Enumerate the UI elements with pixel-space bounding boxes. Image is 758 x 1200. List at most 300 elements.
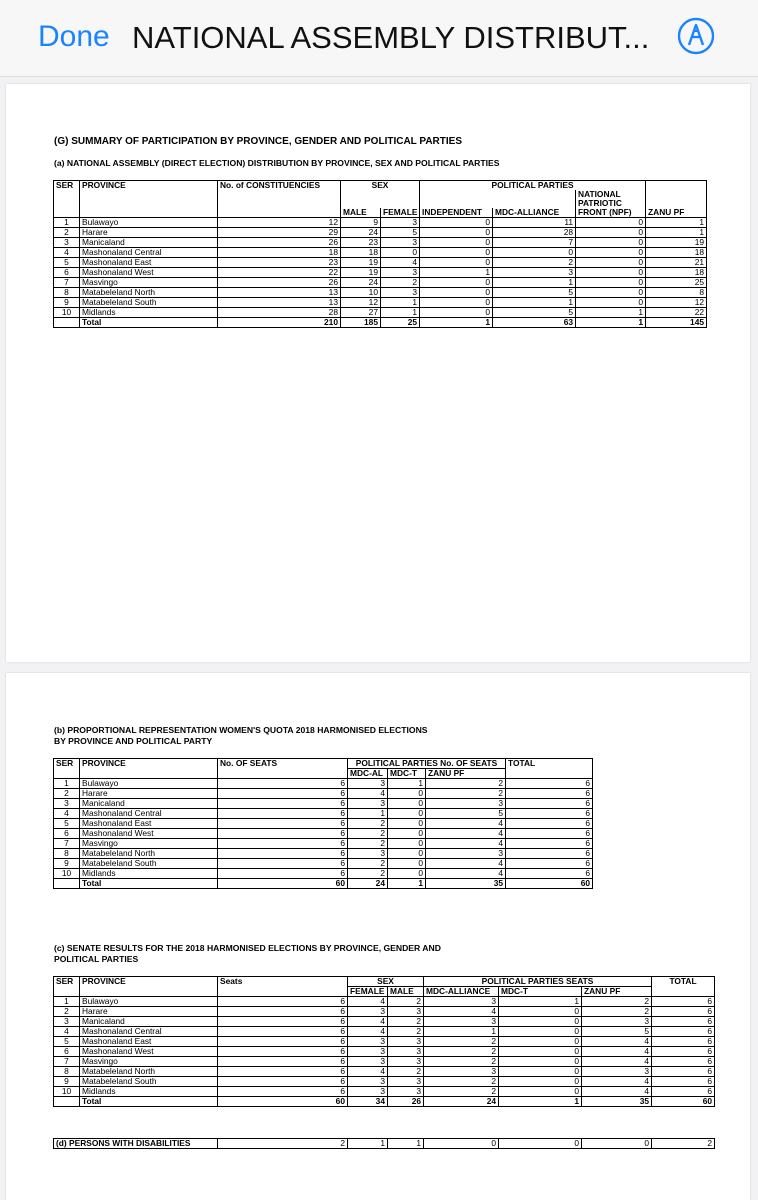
column-header: PROVINCE xyxy=(80,181,218,191)
column-header: NATIONAL xyxy=(576,190,646,199)
table-cell: 6 xyxy=(506,839,593,849)
table-cell: 3 xyxy=(388,1007,424,1017)
table-row xyxy=(54,819,593,829)
table-row xyxy=(54,288,707,298)
column-header: MDC-ALLIANCE xyxy=(493,208,576,218)
table-cell: 0 xyxy=(388,869,426,879)
table-cell: 6 xyxy=(218,859,348,869)
table-cell: 2 xyxy=(424,1087,499,1097)
table-cell: Bulawayo xyxy=(80,997,218,1007)
table-cell: 3 xyxy=(388,1087,424,1097)
column-header: PROVINCE xyxy=(80,977,218,987)
table-cell: 63 xyxy=(493,318,576,328)
table-cell: 18 xyxy=(341,248,381,258)
table-cell: Masvingo xyxy=(80,278,218,288)
table-row xyxy=(54,308,707,318)
table-cell: 0 xyxy=(576,288,646,298)
table-cell: 3 xyxy=(54,799,80,809)
table-cell: 2 xyxy=(348,859,388,869)
table-cell: 4 xyxy=(582,1077,652,1087)
table-cell: Total xyxy=(80,879,218,889)
table-cell: 60 xyxy=(218,1097,348,1107)
table-cell: 0 xyxy=(576,258,646,268)
disabilities-table xyxy=(53,1138,715,1149)
table-cell: 2 xyxy=(388,1017,424,1027)
table-cell: 0 xyxy=(420,308,493,318)
table-cell: 1 xyxy=(493,298,576,308)
table-row xyxy=(54,1017,715,1027)
table-row xyxy=(54,1087,715,1097)
table-cell: 2 xyxy=(493,258,576,268)
national-assembly-table xyxy=(53,180,707,328)
table-cell: 7 xyxy=(493,238,576,248)
table-cell: 6 xyxy=(506,799,593,809)
column-header: POLITICAL PARTIES xyxy=(420,181,646,191)
table-cell: 18 xyxy=(646,248,707,258)
table-cell: 1 xyxy=(646,218,707,228)
table-cell: 3 xyxy=(426,849,506,859)
table-cell: 6 xyxy=(218,1077,348,1087)
table-cell: 1 xyxy=(388,779,426,789)
column-header: INDEPENDENT xyxy=(420,208,493,218)
table-cell: 2 xyxy=(424,1047,499,1057)
table-cell: 1 xyxy=(420,268,493,278)
table-cell: 0 xyxy=(388,799,426,809)
column-header: TOTAL xyxy=(652,977,715,987)
table-cell: 9 xyxy=(341,218,381,228)
table-cell: 4 xyxy=(582,1087,652,1097)
table-row xyxy=(54,268,707,278)
table-row xyxy=(54,799,593,809)
table-cell: 0 xyxy=(576,228,646,238)
table-row xyxy=(54,997,715,1007)
table-cell: 6 xyxy=(218,1087,348,1097)
table-cell: 6 xyxy=(218,779,348,789)
table-cell: 2 xyxy=(348,839,388,849)
table-cell: Harare xyxy=(80,789,218,799)
table-cell: 6 xyxy=(506,869,593,879)
table-cell: 9 xyxy=(54,298,80,308)
table-cell: 1 xyxy=(424,1027,499,1037)
table-cell: 2 xyxy=(424,1077,499,1087)
table-cell: 1 xyxy=(348,809,388,819)
table-cell: 3 xyxy=(424,1017,499,1027)
column-header: POLITICAL PARTIES No. OF SEATS xyxy=(348,759,506,769)
section-c-heading: (c) SENATE RESULTS FOR THE 2018 HARMONISED ELECTIONS BY PROVINCE, GENDER AND xyxy=(54,943,441,953)
table-cell: 0 xyxy=(424,1139,499,1149)
table-cell: 6 xyxy=(218,1047,348,1057)
table-cell: 3 xyxy=(424,997,499,1007)
table-row xyxy=(54,789,593,799)
table-cell: 13 xyxy=(218,288,341,298)
table-cell: 7 xyxy=(54,1057,80,1067)
table-row xyxy=(54,809,593,819)
table-cell: 3 xyxy=(582,1017,652,1027)
table-cell: 1 xyxy=(54,218,80,228)
table-cell: Matabeleland South xyxy=(80,859,218,869)
table-cell: 11 xyxy=(493,218,576,228)
table-cell: 7 xyxy=(54,278,80,288)
table-body xyxy=(54,997,715,1097)
table-cell: 1 xyxy=(388,1139,424,1149)
table-cell: 0 xyxy=(420,238,493,248)
table-cell: 12 xyxy=(341,298,381,308)
table-row xyxy=(54,1037,715,1047)
table-cell: 3 xyxy=(348,1047,388,1057)
table-cell: 0 xyxy=(420,298,493,308)
table-cell: 0 xyxy=(420,218,493,228)
table-cell: 6 xyxy=(652,1057,715,1067)
table-cell: 0 xyxy=(576,268,646,278)
table-cell: 0 xyxy=(499,1077,582,1087)
table-cell: 3 xyxy=(388,1047,424,1057)
table-cell: 2 xyxy=(582,1007,652,1017)
table-cell: 4 xyxy=(426,819,506,829)
column-header: No. of CONSTITUENCIES xyxy=(218,181,341,191)
markup-pen-icon[interactable] xyxy=(676,16,716,56)
table-cell: 145 xyxy=(646,318,707,328)
table-cell: 1 xyxy=(54,779,80,789)
table-row xyxy=(54,859,593,869)
table-row xyxy=(54,1057,715,1067)
column-header: No. OF SEATS xyxy=(218,759,348,769)
column-header: SEX xyxy=(348,977,424,987)
table-cell: 24 xyxy=(341,228,381,238)
table-cell: 2 xyxy=(348,819,388,829)
table-cell: Matabeleland North xyxy=(80,849,218,859)
table-cell: 6 xyxy=(218,1067,348,1077)
table-cell: 4 xyxy=(348,997,388,1007)
table-cell: 22 xyxy=(218,268,341,278)
table-cell: 0 xyxy=(388,789,426,799)
table-cell: Mashonaland West xyxy=(80,829,218,839)
table-cell: 6 xyxy=(218,809,348,819)
table-cell: 25 xyxy=(381,318,420,328)
table-total-row xyxy=(54,318,707,328)
table-row xyxy=(54,228,707,238)
section-b-heading-line2: BY PROVINCE AND POLITICAL PARTY xyxy=(54,736,213,746)
table-cell: 3 xyxy=(381,288,420,298)
table-cell: 0 xyxy=(499,1139,582,1149)
table-cell: 10 xyxy=(54,308,80,318)
table-cell: 1 xyxy=(646,228,707,238)
table-cell: 6 xyxy=(218,829,348,839)
table-row xyxy=(54,1077,715,1087)
table-cell: 5 xyxy=(493,308,576,318)
table-cell: 0 xyxy=(576,238,646,248)
table-cell: 5 xyxy=(54,819,80,829)
top-navigation-bar xyxy=(0,0,758,77)
table-cell: Harare xyxy=(80,1007,218,1017)
table-row xyxy=(54,779,593,789)
table-cell: Mashonaland Central xyxy=(80,809,218,819)
table-cell: 8 xyxy=(54,1067,80,1077)
table-cell: Mashonaland Central xyxy=(80,1027,218,1037)
table-cell: 0 xyxy=(499,1087,582,1097)
table-cell: 210 xyxy=(218,318,341,328)
table-cell: 6 xyxy=(218,839,348,849)
table-cell: 0 xyxy=(499,1037,582,1047)
table-cell: 4 xyxy=(582,1047,652,1057)
column-header: FRONT (NPF) xyxy=(576,208,646,218)
table-cell: 4 xyxy=(582,1057,652,1067)
table-body xyxy=(54,218,707,318)
pdf-page-1 xyxy=(6,84,750,662)
table-cell: Masvingo xyxy=(80,1057,218,1067)
table-cell: 12 xyxy=(218,218,341,228)
table-cell: 26 xyxy=(218,278,341,288)
column-header: MDC-T xyxy=(499,987,582,997)
table-header-row xyxy=(54,759,593,769)
table-cell: 60 xyxy=(652,1097,715,1107)
table-cell: 1 xyxy=(54,997,80,1007)
table-cell: 5 xyxy=(493,288,576,298)
document-title: NATIONAL ASSEMBLY DISTRIBUT... xyxy=(132,20,650,55)
section-c-heading-line2: POLITICAL PARTIES xyxy=(54,954,139,964)
table-cell: 0 xyxy=(388,819,426,829)
table-cell: 0 xyxy=(576,248,646,258)
table-cell: 1 xyxy=(388,879,426,889)
table-cell: 1 xyxy=(381,298,420,308)
table-cell: Mashonaland West xyxy=(80,1047,218,1057)
table-cell: 12 xyxy=(646,298,707,308)
table-cell: 3 xyxy=(348,1007,388,1017)
table-cell: 2 xyxy=(348,829,388,839)
table-cell: 24 xyxy=(424,1097,499,1107)
table-cell: 6 xyxy=(506,859,593,869)
table-cell: 6 xyxy=(652,1017,715,1027)
column-header: TOTAL xyxy=(506,759,593,769)
table-cell: 19 xyxy=(646,238,707,248)
table-cell: 2 xyxy=(381,278,420,288)
table-cell: Matabeleland North xyxy=(80,288,218,298)
table-cell: 25 xyxy=(646,278,707,288)
table-cell: 1 xyxy=(576,308,646,318)
pdf-page-2 xyxy=(6,673,750,1200)
table-cell: 2 xyxy=(388,997,424,1007)
table-cell: 6 xyxy=(218,1007,348,1017)
table-cell: 6 xyxy=(652,1027,715,1037)
table-cell: 0 xyxy=(499,1007,582,1017)
table-row xyxy=(54,869,593,879)
table-cell: 3 xyxy=(381,238,420,248)
table-cell: 0 xyxy=(499,1017,582,1027)
table-cell: Midlands xyxy=(80,869,218,879)
table-cell: Mashonaland East xyxy=(80,258,218,268)
table-cell: 5 xyxy=(426,809,506,819)
table-cell: 9 xyxy=(54,1077,80,1087)
table-cell: 9 xyxy=(54,859,80,869)
table-cell: 6 xyxy=(218,1057,348,1067)
table-cell: 6 xyxy=(54,268,80,278)
column-header: ZANU PF xyxy=(646,208,707,218)
table-cell: 0 xyxy=(576,218,646,228)
table-cell: 6 xyxy=(218,799,348,809)
table-cell: 6 xyxy=(218,849,348,859)
table-cell: 10 xyxy=(54,869,80,879)
table-row xyxy=(54,218,707,228)
table-row xyxy=(54,258,707,268)
table-cell: 3 xyxy=(388,1037,424,1047)
table-cell: 21 xyxy=(646,258,707,268)
column-header: MALE xyxy=(388,987,424,997)
table-row xyxy=(54,248,707,258)
column-header: PROVINCE xyxy=(80,759,218,769)
table-cell: 6 xyxy=(218,1027,348,1037)
table-cell: 2 xyxy=(426,779,506,789)
table-cell: 5 xyxy=(381,228,420,238)
table-cell: 4 xyxy=(348,1027,388,1037)
table-cell: 3 xyxy=(348,849,388,859)
table-cell: 0 xyxy=(420,258,493,268)
column-header: ZANU PF xyxy=(582,987,652,997)
table-cell: 2 xyxy=(348,869,388,879)
table-cell: 3 xyxy=(426,799,506,809)
column-header: MDC-T xyxy=(388,769,426,779)
table-cell: 3 xyxy=(348,1077,388,1087)
table-cell: Total xyxy=(80,318,218,328)
table-cell: 2 xyxy=(426,789,506,799)
table-cell: 3 xyxy=(388,1077,424,1087)
table-cell: 6 xyxy=(218,997,348,1007)
table-cell: 4 xyxy=(582,1037,652,1047)
table-cell: 6 xyxy=(218,1017,348,1027)
table-cell: 4 xyxy=(426,829,506,839)
table-cell: 6 xyxy=(652,1067,715,1077)
table-cell: 4 xyxy=(54,1027,80,1037)
table-cell: 10 xyxy=(341,288,381,298)
table-cell: Mashonaland Central xyxy=(80,248,218,258)
table-cell: 6 xyxy=(506,809,593,819)
table-cell: 5 xyxy=(582,1027,652,1037)
table-cell: Manicaland xyxy=(80,1017,218,1027)
table-cell: 23 xyxy=(341,238,381,248)
column-header: PATRIOTIC xyxy=(576,199,646,208)
table-total-row xyxy=(54,1097,715,1107)
table-cell: 3 xyxy=(348,1037,388,1047)
table-cell: 34 xyxy=(348,1097,388,1107)
table-cell: 3 xyxy=(348,1057,388,1067)
table-cell: 6 xyxy=(218,819,348,829)
table-cell: Manicaland xyxy=(80,799,218,809)
table-cell: Bulawayo xyxy=(80,779,218,789)
table-cell: Harare xyxy=(80,228,218,238)
table-cell: 6 xyxy=(54,1047,80,1057)
table-cell: 2 xyxy=(652,1139,715,1149)
table-cell: 2 xyxy=(388,1027,424,1037)
table-cell: 60 xyxy=(506,879,593,889)
table-cell: 0 xyxy=(493,248,576,258)
table-cell: Manicaland xyxy=(80,238,218,248)
table-cell: 24 xyxy=(341,278,381,288)
table-cell: 4 xyxy=(426,869,506,879)
table-cell: 3 xyxy=(582,1067,652,1077)
table-cell: (d) PERSONS WITH DISABILITIES xyxy=(54,1139,218,1149)
table-cell: Masvingo xyxy=(80,839,218,849)
table-cell: 2 xyxy=(582,997,652,1007)
table-cell: 6 xyxy=(652,1087,715,1097)
section-b-heading: (b) PROPORTIONAL REPRESENTATION WOMEN'S QUOTA 2018 HARMONISED ELECTIONS xyxy=(54,725,428,735)
table-cell: 3 xyxy=(388,1057,424,1067)
table-cell: 8 xyxy=(54,849,80,859)
table-cell: 0 xyxy=(582,1139,652,1149)
table-cell: 1 xyxy=(381,308,420,318)
table-cell: 26 xyxy=(218,238,341,248)
table-cell: 26 xyxy=(388,1097,424,1107)
table-cell: 6 xyxy=(506,819,593,829)
table-cell: 28 xyxy=(218,308,341,318)
table-cell: 23 xyxy=(218,258,341,268)
section-g-heading: (G) SUMMARY OF PARTICIPATION BY PROVINCE, GENDER AND POLITICAL PARTIES xyxy=(54,136,462,147)
table-row xyxy=(54,1047,715,1057)
table-cell: 4 xyxy=(348,1017,388,1027)
table-cell: 18 xyxy=(218,248,341,258)
table-cell: 5 xyxy=(54,1037,80,1047)
table-row xyxy=(54,1139,715,1149)
table-cell: 2 xyxy=(54,1007,80,1017)
table-cell: 0 xyxy=(576,278,646,288)
table-cell: 3 xyxy=(348,779,388,789)
table-cell: 0 xyxy=(420,288,493,298)
done-button[interactable]: Done xyxy=(38,20,110,53)
table-cell: 3 xyxy=(54,238,80,248)
table-cell: 4 xyxy=(426,839,506,849)
table-header-row xyxy=(54,977,715,987)
column-header: MDC-AL xyxy=(348,769,388,779)
table-cell: 6 xyxy=(506,849,593,859)
table-cell: 2 xyxy=(424,1037,499,1047)
table-cell: 6 xyxy=(652,1037,715,1047)
table-header-row xyxy=(54,181,707,191)
column-header: Seats xyxy=(218,977,348,987)
column-header: FEMALE xyxy=(348,987,388,997)
table-cell: 10 xyxy=(54,1087,80,1097)
table-row xyxy=(54,839,593,849)
table-cell: 0 xyxy=(576,298,646,308)
table-body xyxy=(54,779,593,879)
table-row xyxy=(54,1067,715,1077)
table-cell: 18 xyxy=(646,268,707,278)
column-header: SER xyxy=(54,181,80,191)
table-cell: 6 xyxy=(218,869,348,879)
table-cell: 185 xyxy=(341,318,381,328)
womens-quota-table xyxy=(53,758,593,889)
table-cell: 4 xyxy=(348,1067,388,1077)
table-cell: 29 xyxy=(218,228,341,238)
column-header: POLITICAL PARTIES SEATS xyxy=(424,977,652,987)
table-cell: 3 xyxy=(381,268,420,278)
table-cell: 4 xyxy=(426,859,506,869)
table-cell: Mashonaland East xyxy=(80,1037,218,1047)
table-cell: 2 xyxy=(388,1067,424,1077)
table-cell: 6 xyxy=(506,829,593,839)
table-cell: 27 xyxy=(341,308,381,318)
table-cell: Midlands xyxy=(80,308,218,318)
column-header: MALE xyxy=(341,208,381,218)
table-cell: 6 xyxy=(652,1047,715,1057)
table-cell: 6 xyxy=(652,1077,715,1087)
table-cell: 4 xyxy=(381,258,420,268)
table-row xyxy=(54,1007,715,1017)
table-row xyxy=(54,238,707,248)
table-cell: Bulawayo xyxy=(80,218,218,228)
table-cell: 3 xyxy=(424,1067,499,1077)
column-header: SER xyxy=(54,759,80,769)
table-cell: 0 xyxy=(388,829,426,839)
table-cell: 2 xyxy=(424,1057,499,1067)
table-cell: 1 xyxy=(348,1139,388,1149)
table-cell: 0 xyxy=(388,839,426,849)
